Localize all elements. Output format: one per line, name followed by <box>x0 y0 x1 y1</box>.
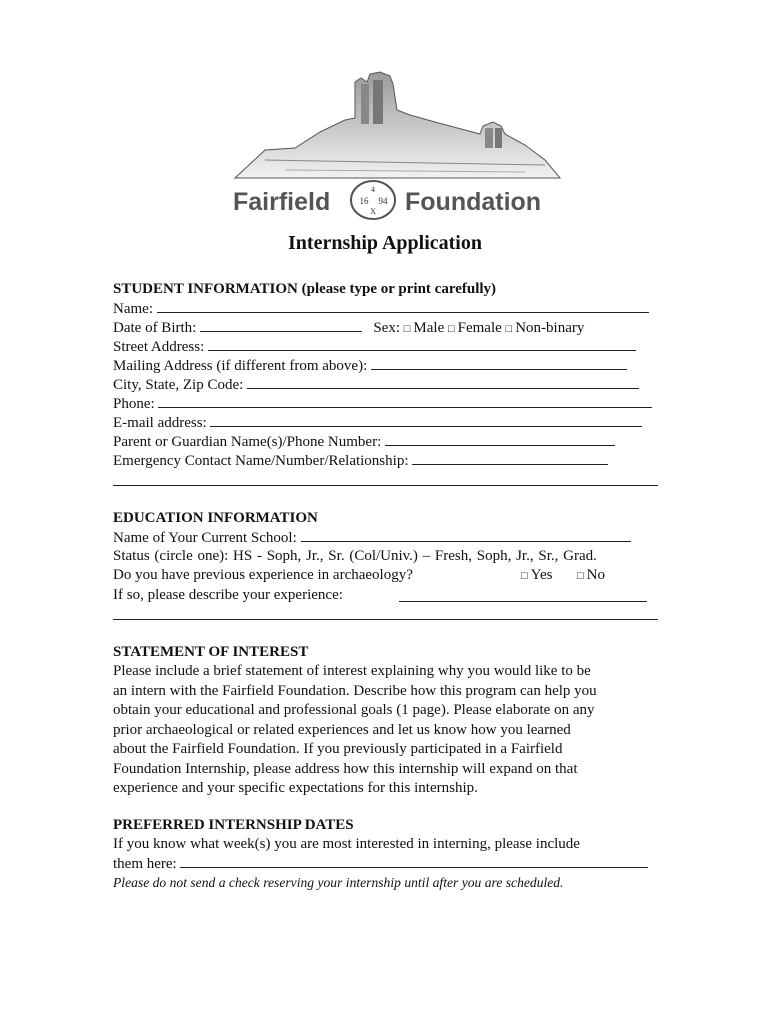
city-field[interactable] <box>247 375 639 389</box>
sex-label: Sex: <box>373 320 400 336</box>
mailing-label: Mailing Address (if different from above): <box>113 358 368 374</box>
nonbinary-checkbox[interactable]: □ <box>505 323 513 335</box>
email-row <box>113 413 658 433</box>
female-checkbox[interactable]: □ <box>447 323 455 335</box>
seal-year-left: 16 <box>359 196 369 206</box>
parent-label: Parent or Guardian Name(s)/Phone Number: <box>113 434 382 450</box>
education-heading: EDUCATION INFORMATION <box>113 510 318 526</box>
dob-field[interactable] <box>200 318 362 332</box>
parent-row <box>113 432 658 452</box>
describe-label: If so, please describe your experience: <box>113 587 343 603</box>
logo-word-right: Foundation <box>405 188 542 216</box>
statement-line: prior archaeological or related experiences and let us know how you learned <box>113 721 571 738</box>
dates-label: them here: <box>113 856 177 872</box>
emergency-label: Emergency Contact Name/Number/Relationship: <box>113 453 409 469</box>
describe-row <box>113 586 658 605</box>
city-label: City, State, Zip Code: <box>113 377 244 393</box>
school-row <box>113 528 658 548</box>
street-field[interactable] <box>208 337 636 351</box>
describe-field[interactable] <box>399 588 647 602</box>
male-label: Male <box>413 320 445 336</box>
nonbinary-label: Non-binary <box>515 320 585 336</box>
statement-line: an intern with the Fairfield Foundation. Describe how this program can help you <box>113 682 597 699</box>
describe-extra-line[interactable] <box>113 619 658 620</box>
street-label: Street Address: <box>113 339 205 355</box>
experience-question: Do you have previous experience in archaeology? <box>113 567 413 583</box>
no-checkbox[interactable]: □ <box>577 570 584 582</box>
email-label: E-mail address: <box>113 415 207 431</box>
dob-label: Date of Birth: <box>113 320 197 336</box>
name-row <box>113 299 658 319</box>
seal-bottom-text: X <box>370 207 376 216</box>
yes-checkbox[interactable]: □ <box>521 570 528 582</box>
phone-label: Phone: <box>113 396 155 412</box>
statement-line: obtain your educational and professional goals (1 page). Please elaborate on any <box>113 702 595 718</box>
name-label: Name: <box>113 301 153 317</box>
yes-label: Yes <box>530 567 553 583</box>
check-note: Please do not send a check reserving your internship until after you are scheduled. <box>113 875 564 890</box>
phone-row <box>113 394 658 414</box>
dates-row <box>113 854 658 874</box>
mailing-field[interactable] <box>371 356 627 370</box>
status-row[interactable]: Status (circle one): HS - Soph, Jr., Sr. (Col/Univ.) – Fresh, Soph, Jr., Sr., Grad. <box>113 548 597 564</box>
street-row <box>113 337 658 357</box>
email-field[interactable] <box>210 413 642 427</box>
statement-body <box>113 662 658 799</box>
emergency-row <box>113 451 658 471</box>
statement-line: experience and your specific expectations for this internship. <box>113 780 478 796</box>
seal-year-right: 94 <box>378 196 388 206</box>
city-row <box>113 375 658 395</box>
dates-line-1: If you know what week(s) you are most interested in interning, please include <box>113 836 580 852</box>
dates-field[interactable] <box>180 854 648 868</box>
parent-field[interactable] <box>385 432 615 446</box>
statement-heading: STATEMENT OF INTEREST <box>113 644 309 660</box>
dob-row <box>113 318 658 339</box>
student-heading: STUDENT INFORMATION (please type or print carefully) <box>113 281 497 297</box>
mailing-row <box>113 356 658 376</box>
male-checkbox[interactable]: □ <box>403 323 411 335</box>
emergency-extra-line[interactable] <box>113 485 658 486</box>
statement-line: about the Fairfield Foundation. If you previously participated in a Fairfield <box>113 741 563 757</box>
page-title: Internship Application <box>288 232 482 254</box>
fairfield-foundation-logo <box>225 60 565 230</box>
statement-line: Foundation Internship, please address how this internship will expand on that <box>113 760 578 777</box>
phone-field[interactable] <box>158 394 652 408</box>
no-label: No <box>586 567 605 583</box>
experience-row <box>113 566 658 585</box>
female-label: Female <box>457 320 502 336</box>
school-field[interactable] <box>301 528 631 542</box>
dates-heading: PREFERRED INTERNSHIP DATES <box>113 817 354 833</box>
statement-line: Please include a brief statement of interest explaining why you would like to be <box>113 663 591 679</box>
name-field[interactable] <box>157 299 649 313</box>
school-label: Name of Your Current School: <box>113 530 297 546</box>
seal-top-text: 4 <box>371 185 375 194</box>
emergency-field[interactable] <box>412 451 608 465</box>
logo-word-left: Fairfield <box>233 188 331 216</box>
